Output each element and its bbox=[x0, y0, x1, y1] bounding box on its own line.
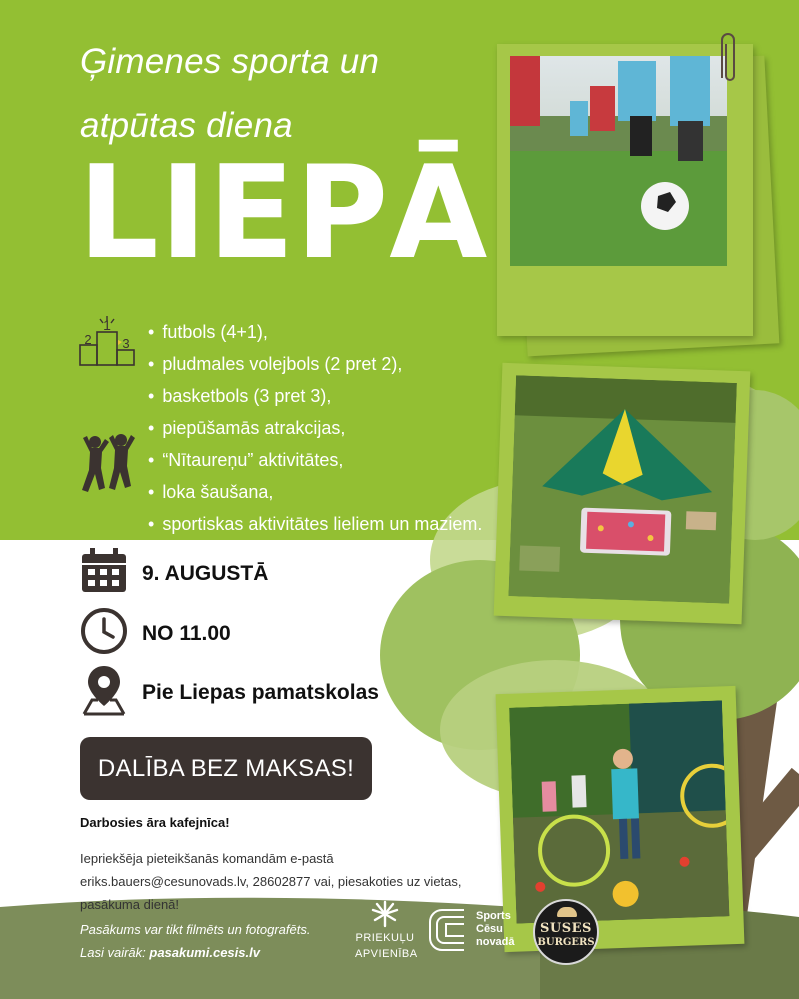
list-item: • basketbols (3 pret 3), bbox=[148, 380, 482, 412]
cafe-note: Darbosies āra kafejnīca! bbox=[80, 815, 230, 830]
event-location: Pie Liepas pamatskolas bbox=[142, 680, 379, 704]
calendar-icon bbox=[80, 548, 128, 599]
list-item: • futbols (4+1), bbox=[148, 316, 482, 348]
more-info-link[interactable]: pasakumi.cesis.lv bbox=[149, 945, 260, 960]
list-item: • “Nītaureņu” aktivitātes, bbox=[148, 444, 482, 476]
page-title: LIEPĀ bbox=[78, 139, 489, 288]
suses-burgers-logo bbox=[533, 899, 599, 965]
photo-frame-kids bbox=[496, 686, 745, 952]
sports-line2: Cēsu bbox=[476, 923, 503, 935]
paperclip-icon bbox=[717, 30, 739, 91]
sun-icon bbox=[355, 900, 415, 930]
podium-place-2: 2 bbox=[84, 332, 92, 347]
subtitle-line1: Ģimenes sporta un bbox=[80, 42, 380, 81]
filming-note: Pasākums var tikt filmēts un fotografēts. bbox=[80, 922, 311, 937]
event-date: 9. AUGUSTĀ bbox=[142, 561, 269, 585]
list-item: • loka šaušana, bbox=[148, 476, 482, 508]
podium-place-1: 1 bbox=[103, 317, 111, 333]
podium-place-3: 3 bbox=[122, 336, 130, 351]
more-info-prefix: Lasi vairāk: bbox=[80, 945, 150, 960]
date-row bbox=[80, 548, 268, 599]
tent-photo bbox=[508, 375, 737, 604]
location-row bbox=[80, 664, 379, 721]
priekulu-logo bbox=[355, 900, 418, 970]
list-item: • sportiskas aktivitātes lieliem un maziem. bbox=[148, 508, 482, 540]
list-item: • pludmales volejbols (2 pret 2), bbox=[148, 348, 482, 380]
sports-line3: novadā bbox=[476, 936, 515, 948]
people-jumping-icon bbox=[77, 432, 139, 496]
priekulu-line1: PRIEKUĻU bbox=[355, 932, 415, 944]
podium-icon bbox=[78, 312, 136, 368]
sports-c-icon bbox=[428, 908, 468, 952]
kids-photo bbox=[509, 700, 729, 923]
sports-line1: Sports bbox=[476, 910, 511, 922]
burger-icon bbox=[557, 907, 577, 917]
more-info bbox=[80, 945, 260, 960]
registration-info: Iepriekšēja pieteikšanās komandām e-pastā eriks.bauers@cesunovads.lv, 28602877 vai, piesakoties uz vietas, pasākuma dienā! bbox=[80, 851, 462, 912]
football-photo bbox=[510, 56, 727, 266]
clock-icon bbox=[80, 607, 128, 660]
photo-frame-football bbox=[497, 44, 753, 336]
list-item: • piepūšamās atrakcijas, bbox=[148, 412, 482, 444]
suses-line1: SUSES bbox=[540, 921, 592, 936]
sports-cesu-logo bbox=[428, 908, 528, 958]
event-time: NO 11.00 bbox=[142, 621, 231, 645]
activities-list bbox=[148, 316, 482, 540]
map-pin-icon bbox=[80, 664, 128, 721]
free-participation-button[interactable]: DALĪBA BEZ MAKSAS! bbox=[80, 737, 372, 800]
priekulu-line2: APVIENĪBA bbox=[355, 948, 418, 960]
subtitle-line2: atpūtas diena bbox=[80, 106, 293, 145]
suses-line2: BURGERS bbox=[537, 937, 595, 948]
time-row bbox=[80, 607, 231, 660]
photo-frame-tent bbox=[494, 363, 751, 625]
